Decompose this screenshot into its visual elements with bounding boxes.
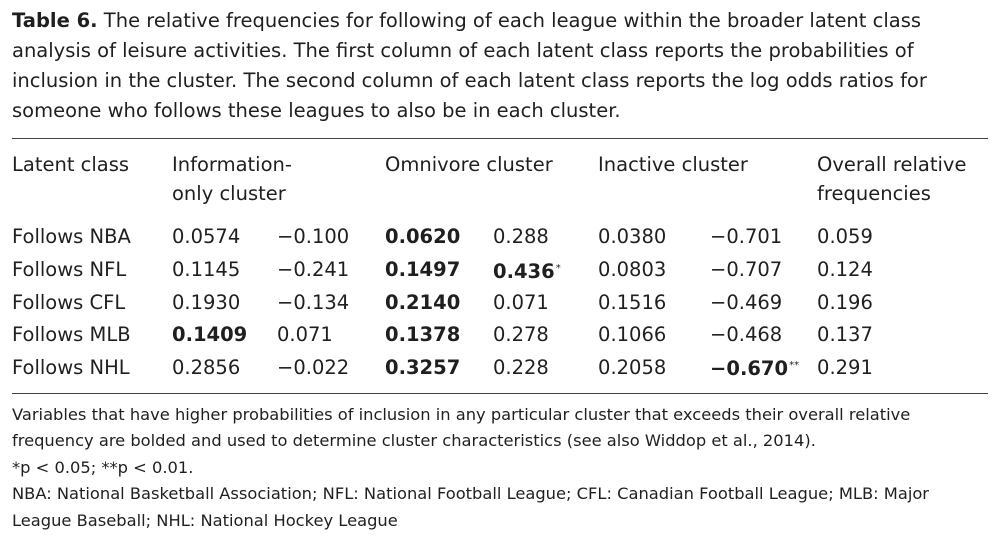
info-probability-value: 0.1409	[172, 322, 248, 346]
row-label	[12, 319, 172, 351]
footnote-bold-note: Variables that have higher probabilities of inclusion in any particular cluster that exceeds their overall relative frequency are bolded and used to determine cluster characteristics (see also Widdop et al., 2014).	[12, 404, 911, 450]
row-label-value: Follows NFL	[12, 258, 127, 281]
omnivore-log-odds	[493, 253, 598, 288]
inactive-probability	[598, 209, 710, 253]
omnivore-probability-value: 0.3257	[385, 355, 461, 379]
omnivore-probability	[385, 287, 493, 319]
bottom-rule	[12, 393, 988, 394]
inactive-log-odds	[710, 319, 817, 351]
inactive-probability-value: 0.1066	[598, 322, 667, 346]
overall-frequency	[817, 253, 988, 288]
latent-class-table	[12, 139, 988, 393]
footnote-significance: *p < 0.05; **p < 0.01.	[12, 457, 194, 477]
overall-frequency	[817, 287, 988, 319]
omnivore-probability-value: 0.1378	[385, 322, 461, 346]
inactive-probability	[598, 319, 710, 351]
info-probability-value: 0.1930	[172, 291, 241, 314]
overall-frequency-value: 0.124	[817, 258, 873, 281]
inactive-log-odds	[710, 350, 817, 393]
info-log-odds	[277, 209, 385, 253]
inactive-log-odds	[710, 209, 817, 253]
omnivore-log-odds-value: 0.288	[493, 225, 549, 248]
info-probability-value: 0.1145	[172, 258, 241, 281]
table-caption	[12, 6, 988, 126]
omnivore-log-odds-value: 0.228	[493, 355, 549, 379]
info-log-odds	[277, 350, 385, 393]
footnote-abbreviations: NBA: National Basketball Association; NFL: National Football League; CFL: Canadian Football League; MLB: Major League Baseball; NHL: National Hockey League	[12, 484, 930, 530]
inactive-probability	[598, 350, 710, 393]
info-log-odds	[277, 253, 385, 288]
info-log-odds-value: −0.134	[277, 291, 350, 314]
header-latent-class: Latent class	[12, 153, 130, 176]
info-log-odds	[277, 319, 385, 351]
info-probability-value: 0.0574	[172, 225, 241, 248]
overall-frequency-value: 0.059	[817, 225, 873, 248]
omnivore-log-odds-value: 0.278	[493, 322, 549, 346]
row-label-value: Follows NHL	[12, 355, 130, 379]
info-log-odds-value: −0.241	[277, 258, 350, 281]
inactive-log-odds	[710, 287, 817, 319]
inactive-probability	[598, 287, 710, 319]
inactive-log-odds-value: −0.469	[710, 291, 783, 314]
caption-text: The relative frequencies for following of each league within the broader latent class analysis of leisure activities. The first column of each latent class reports the probabilities of inclusion in the cluster. The second column of each latent class reports the log odds ratios for someone who follows these leagues to also be in each cluster.	[12, 9, 927, 122]
overall-frequency-value: 0.137	[817, 322, 873, 346]
inactive-log-odds	[710, 253, 817, 288]
row-label	[12, 253, 172, 288]
row-label-value: Follows NBA	[12, 225, 131, 248]
table-row	[12, 319, 988, 351]
table-row	[12, 253, 988, 288]
inactive-probability-value: 0.1516	[598, 291, 667, 314]
info-probability	[172, 319, 277, 351]
header-information-only: Information-only cluster	[172, 153, 292, 205]
info-probability	[172, 287, 277, 319]
inactive-probability-value: 0.0380	[598, 225, 667, 248]
header-inactive: Inactive cluster	[598, 153, 748, 176]
table-row	[12, 209, 988, 253]
omnivore-probability-value: 0.2140	[385, 291, 461, 314]
omnivore-probability	[385, 209, 493, 253]
inactive-probability-value: 0.2058	[598, 355, 667, 379]
overall-frequency	[817, 350, 988, 393]
info-log-odds	[277, 287, 385, 319]
omnivore-log-odds-value: 0.436	[493, 259, 555, 283]
row-label-value: Follows CFL	[12, 291, 126, 314]
omnivore-log-odds	[493, 350, 598, 393]
info-probability-value: 0.2856	[172, 355, 241, 379]
inactive-log-odds-value: −0.468	[710, 322, 783, 346]
overall-frequency-value: 0.291	[817, 355, 873, 379]
significance-marker: **	[789, 360, 800, 371]
info-probability	[172, 350, 277, 393]
row-label	[12, 209, 172, 253]
table-row	[12, 350, 988, 393]
overall-frequency	[817, 209, 988, 253]
inactive-log-odds-value: −0.670	[710, 357, 789, 380]
info-log-odds-value: 0.071	[277, 322, 333, 346]
omnivore-log-odds	[493, 287, 598, 319]
overall-frequency-value: 0.196	[817, 291, 873, 314]
info-probability	[172, 253, 277, 288]
info-log-odds-value: −0.100	[277, 225, 350, 248]
omnivore-probability-value: 0.0620	[385, 225, 461, 248]
header-overall: Overall relative frequencies	[817, 153, 967, 205]
omnivore-probability-value: 0.1497	[385, 258, 461, 281]
significance-marker: *	[555, 262, 561, 274]
omnivore-log-odds	[493, 319, 598, 351]
info-probability	[172, 209, 277, 253]
caption-label: Table 6.	[12, 9, 98, 32]
omnivore-log-odds	[493, 209, 598, 253]
table-row	[12, 287, 988, 319]
header-omnivore: Omnivore cluster	[385, 153, 553, 176]
inactive-log-odds-value: −0.701	[710, 225, 783, 248]
omnivore-probability	[385, 350, 493, 393]
row-label	[12, 287, 172, 319]
row-label-value: Follows MLB	[12, 322, 131, 346]
row-label	[12, 350, 172, 393]
header-row	[12, 139, 988, 209]
inactive-probability	[598, 253, 710, 288]
omnivore-log-odds-value: 0.071	[493, 291, 549, 314]
inactive-log-odds-value: −0.707	[710, 258, 783, 281]
overall-frequency	[817, 319, 988, 351]
omnivore-probability	[385, 319, 493, 351]
omnivore-probability	[385, 253, 493, 288]
info-log-odds-value: −0.022	[277, 355, 350, 379]
inactive-probability-value: 0.0803	[598, 258, 667, 281]
